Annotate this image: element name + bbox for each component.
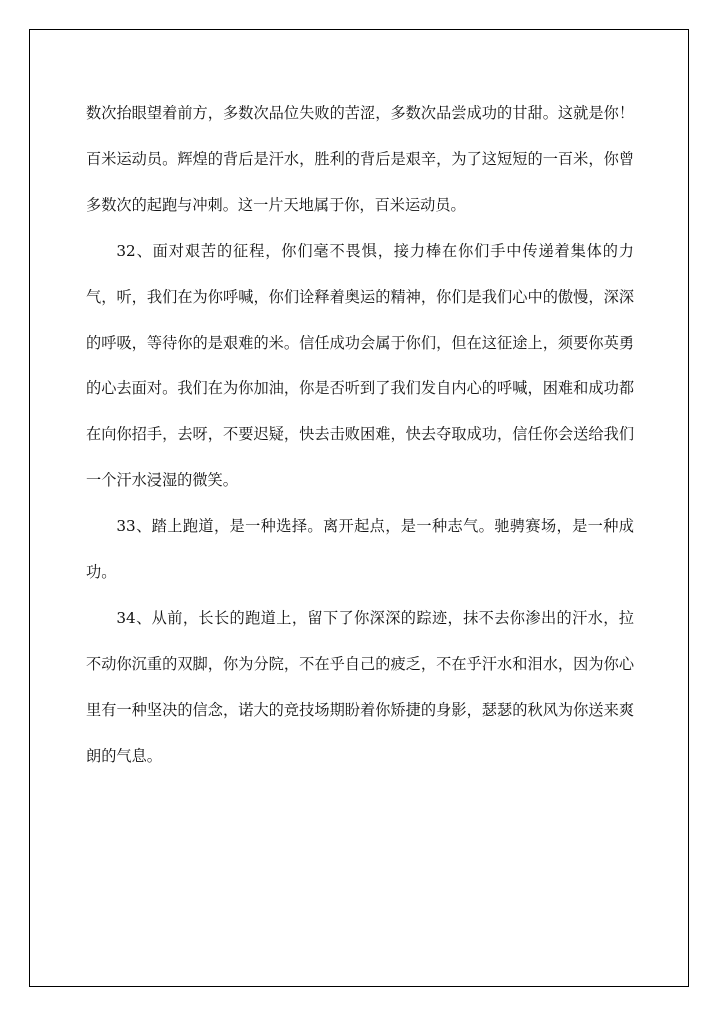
document-body	[86, 91, 634, 780]
paragraph-33: 33、踏上跑道，是一种选择。离开起点，是一种志气。驰骋赛场，是一种成功。	[86, 517, 634, 582]
paragraph-32: 32、面对艰苦的征程，你们毫不畏惧，接力棒在你们手中传递着集体的力气，听，我们在为你呼喊，你们诠释着奥运的精神，你们是我们心中的傲慢，深深的呼吸，等待你的是艰难的米。信任成功会属于你们，但在这征途上，须要你英勇的心去面对。我们在为你加油，你是否听到了我们发自内心的呼喊，困难和成功都在向你招手，去呀，不要迟疑，快去击败困难，快去夺取成功，信任你会送给我们一个汗水浸湿的微笑。	[86, 241, 634, 490]
paragraph-continued: 数次抬眼望着前方，多数次品位失败的苦涩，多数次品尝成功的甘甜。这就是你！百米运动员。辉煌的背后是汗水，胜利的背后是艰辛，为了这短短的一百米，你曾多数次的起跑与冲刺。这一片天地属于你，百米运动员。	[86, 104, 634, 214]
paragraph-34: 34、从前，长长的跑道上，留下了你深深的踪迹，抹不去你渗出的汗水，拉不动你沉重的双脚，你为分院，不在乎自己的疲乏，不在乎汗水和泪水，因为你心里有一种坚决的信念，诺大的竞技场期盼着你矫捷的身影，瑟瑟的秋风为你送来爽朗的气息。	[86, 608, 634, 765]
